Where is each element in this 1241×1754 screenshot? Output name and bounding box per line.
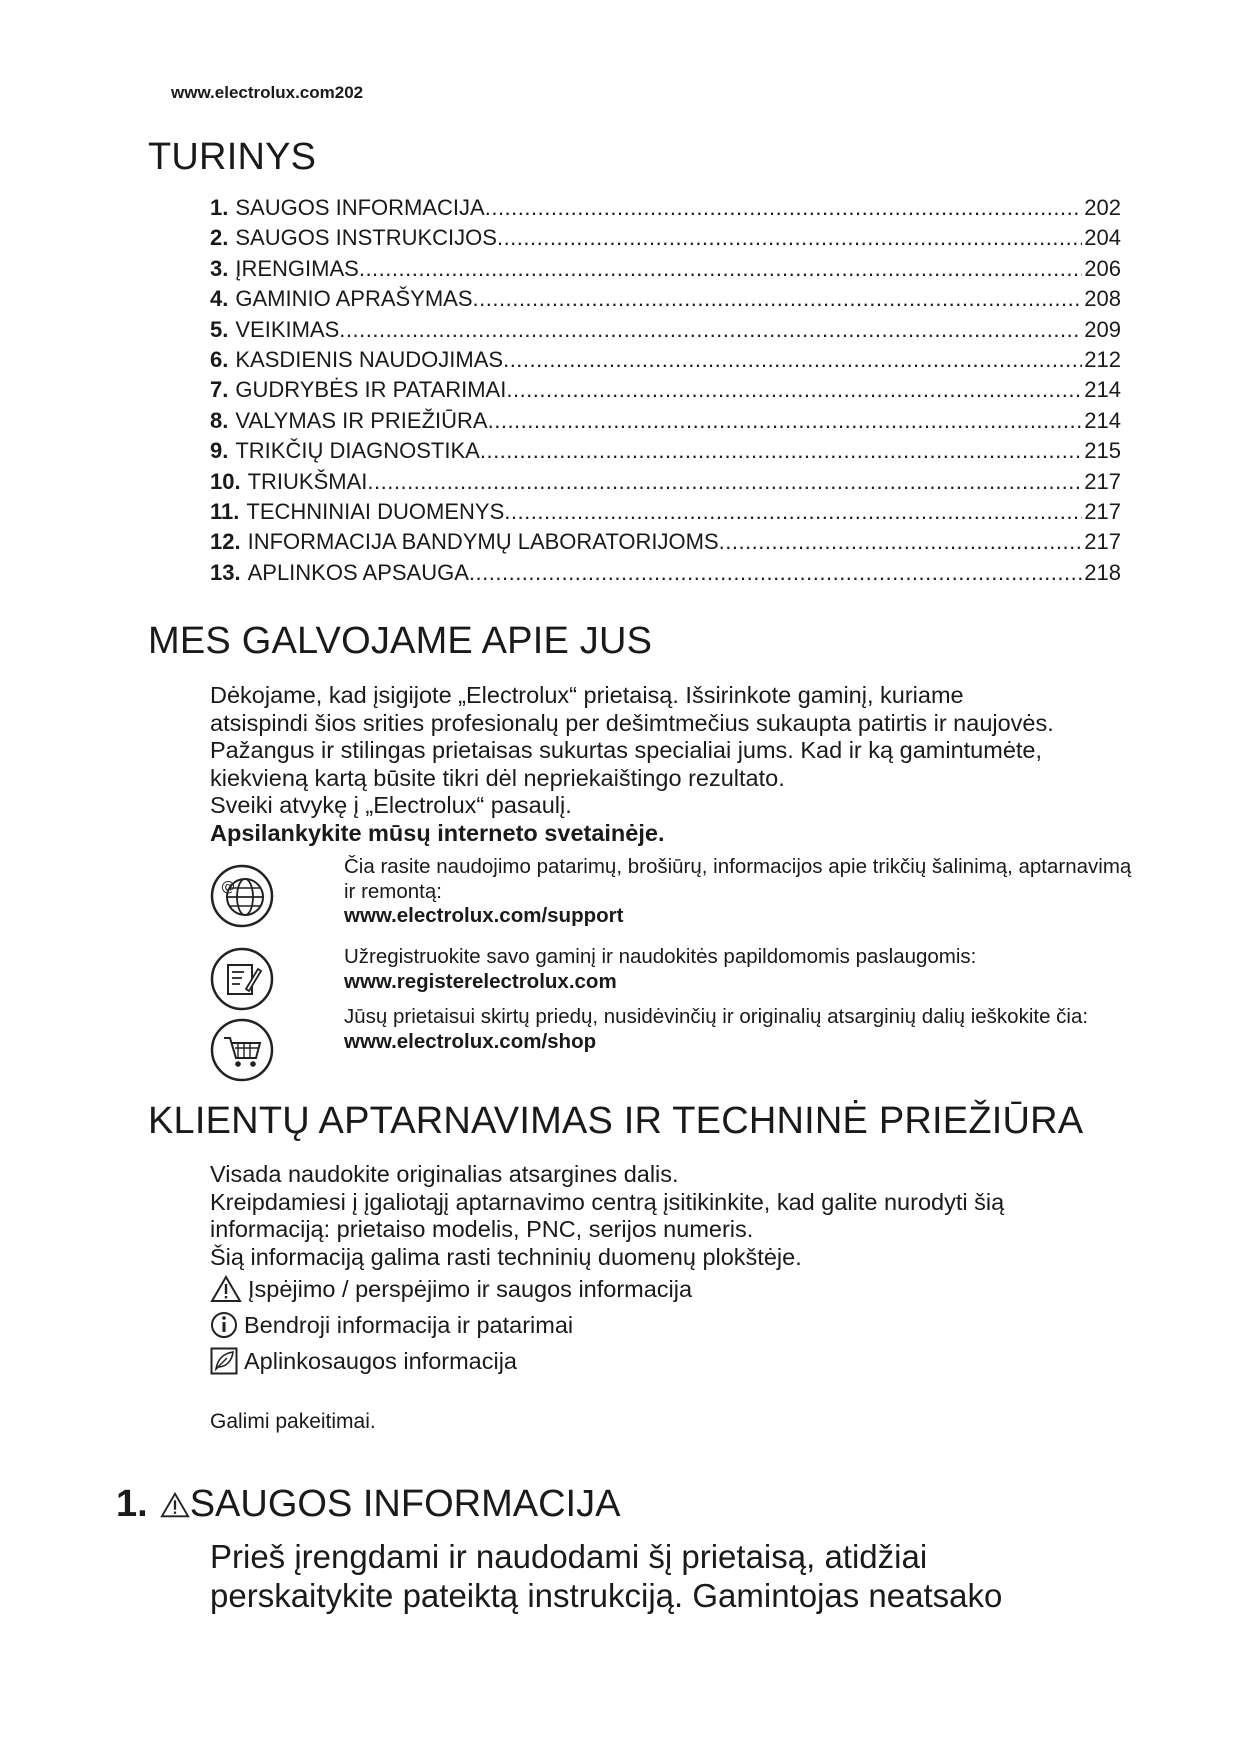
toc-item-label: TRIUKŠMAI (247, 468, 368, 494)
service-line: Kreipdamiesi į įgaliotąjį aptarnavimo centrą įsitikinkite, kad galite nurodyti šią (210, 1188, 1005, 1215)
toc-title: TURINYS (148, 136, 317, 178)
header-url-page: www.electrolux.com202 (171, 83, 364, 102)
toc-item-page: 214 (1084, 377, 1121, 403)
toc-item[interactable] (210, 317, 1121, 347)
toc-item-label: KASDIENIS NAUDOJIMAS (235, 346, 504, 372)
section-1-intro (210, 1537, 1140, 1615)
toc-dot-leader (485, 195, 1083, 221)
toc-item[interactable] (210, 438, 1121, 468)
toc-item[interactable] (210, 286, 1121, 316)
service-links (210, 855, 1130, 1095)
toc-dot-leader (503, 347, 1082, 373)
register-description: Užregistruokite savo gaminį ir naudokitės papildomomis paslaugomis: (344, 945, 977, 968)
toc-item-number: 8. (210, 407, 229, 433)
toc-item-label: VALYMAS IR PRIEŽIŪRA (235, 407, 488, 433)
toc-item-page: 217 (1084, 468, 1121, 494)
legend-info-text: Bendroji informacija ir patarimai (244, 1311, 574, 1338)
toc-item-number: 6. (210, 346, 229, 372)
about-line: atsispindi šios srities profesionalų per dešimtmečius sukaupta patirtis ir naujovės. (210, 709, 1054, 736)
section-1-heading (116, 1483, 620, 1526)
symbol-legend (210, 1275, 1110, 1385)
about-line: Sveiki atvykę į „Electrolux“ pasaulį. (210, 792, 572, 818)
section-1-title: SAUGOS INFORMACIJA (189, 1483, 621, 1525)
about-paragraph (210, 682, 1140, 847)
toc-item-number: 1. (210, 195, 229, 220)
legend-environment (210, 1347, 517, 1375)
changes-note: Galimi pakeitimai. (210, 1410, 376, 1433)
warning-icon (160, 1491, 190, 1519)
toc-dot-leader (359, 256, 1082, 282)
toc-item-label: TRIKČIŲ DIAGNOSTIKA (235, 438, 480, 464)
toc-item-page: 217 (1084, 529, 1121, 555)
toc-item-number: 2. (210, 225, 229, 251)
toc-item-label: TECHNINIAI DUOMENYS (246, 498, 505, 524)
toc-dot-leader (488, 408, 1083, 434)
toc-dot-leader (473, 286, 1083, 312)
toc-dot-leader (367, 469, 1082, 495)
toc-item[interactable] (210, 225, 1121, 255)
legend-warning (210, 1275, 692, 1303)
intro-line: perskaitykite pateiktą instrukciją. Gamintojas neatsako (210, 1577, 1003, 1614)
toc-item-number: 9. (210, 438, 229, 464)
toc-dot-leader (339, 317, 1082, 343)
toc-item-page: 202 (1084, 195, 1121, 220)
about-line: Dėkojame, kad įsigijote „Electrolux“ prietaisą. Išsirinkote gaminį, kuriame (210, 682, 964, 708)
register-link[interactable]: www.registerelectrolux.com (344, 969, 617, 993)
about-line: Pažangus ir stilingas prietaisas sukurtas specialiai jums. Kad ir ką gamintumėte, (210, 737, 1043, 763)
toc-item-number: 5. (210, 316, 229, 342)
about-title: MES GALVOJAME APIE JUS (148, 620, 653, 662)
toc-item-label: INFORMACIJA BANDYMŲ LABORATORIJOMS (247, 529, 719, 555)
toc-dot-leader (719, 529, 1083, 555)
service-title: KLIENTŲ APTARNAVIMAS IR TECHNINĖ PRIEŽIŪRA (148, 1100, 1084, 1142)
legend-info (210, 1311, 573, 1339)
service-line: Visada naudokite originalias atsargines dalis. (210, 1161, 679, 1187)
toc-item-label: SAUGOS INFORMACIJA (235, 195, 485, 220)
toc-item[interactable] (210, 499, 1121, 529)
toc-item-page: 208 (1084, 286, 1121, 312)
toc-item-page: 212 (1084, 346, 1121, 372)
toc-dot-leader (497, 225, 1082, 251)
toc-item-number: 7. (210, 377, 229, 403)
toc-item-number: 11. (210, 498, 240, 524)
shop-description: Jūsų prietaisui skirtų priedų, nusidėvinčių ir originalių atsarginių dalių ieškokite čia: (344, 1005, 1089, 1028)
service-line: Šią informaciją galima rasti techninių duomenų plokštėje. (210, 1243, 802, 1270)
info-icon (210, 1311, 238, 1339)
service-line: informaciją: prietaiso modelis, PNC, serijos numeris. (210, 1216, 754, 1242)
svg-text:@: @ (221, 879, 235, 895)
support-link[interactable]: www.electrolux.com/support (344, 904, 624, 927)
section-1-number: 1. (116, 1483, 148, 1525)
toc-item[interactable] (210, 377, 1121, 407)
toc-item-page: 217 (1084, 498, 1121, 524)
toc-item-number: 13. (210, 559, 241, 585)
toc-dot-leader (469, 560, 1082, 586)
toc-item-label: ĮRENGIMAS (235, 255, 359, 281)
legend-environment-text: Aplinkosaugos informacija (244, 1347, 518, 1374)
visit-website-text: Apsilankykite mūsų interneto svetainėje. (210, 819, 665, 846)
intro-line: Prieš įrengdami ir naudodami šį prietaisą, atidžiai (210, 1538, 928, 1575)
about-line: kiekvieną kartą būsite tikri dėl nepriekaištingo rezultato. (210, 764, 785, 791)
toc-item-label: GAMINIO APRAŠYMAS (235, 286, 473, 312)
toc-item-page: 218 (1084, 559, 1121, 585)
toc-dot-leader (506, 377, 1082, 403)
toc-dot-leader (504, 499, 1082, 525)
shopping-cart-icon (210, 1018, 274, 1082)
service-paragraph (210, 1161, 1140, 1271)
toc-item-number: 4. (210, 286, 229, 312)
register-icon (210, 947, 274, 1011)
toc-item[interactable] (210, 529, 1121, 559)
toc-item-number: 10. (210, 468, 241, 494)
toc-dot-leader (480, 438, 1082, 464)
toc-item-label: GUDRYBĖS IR PATARIMAI (235, 377, 507, 403)
toc-item-label: VEIKIMAS (235, 316, 340, 342)
toc-item-page: 209 (1084, 316, 1121, 342)
shop-link[interactable]: www.electrolux.com/shop (344, 1029, 597, 1053)
toc-item-page: 215 (1084, 438, 1121, 464)
toc-item-label: APLINKOS APSAUGA (247, 559, 469, 585)
support-description: Čia rasite naudojimo patarimų, brošiūrų, informacijos apie trikčių šalinimą, aptarnavimą ir remontą: (344, 855, 1132, 903)
globe-icon (210, 864, 274, 928)
toc-item[interactable] (210, 408, 1121, 438)
toc-list (210, 195, 1121, 590)
toc-item-page: 214 (1084, 407, 1121, 433)
toc-item[interactable] (210, 469, 1121, 499)
toc-item[interactable] (210, 347, 1121, 377)
toc-item[interactable] (210, 560, 1121, 590)
warning-icon (210, 1275, 242, 1303)
toc-item-number: 3. (210, 255, 229, 281)
toc-item-label: SAUGOS INSTRUKCIJOS (235, 225, 497, 251)
environment-icon (210, 1347, 238, 1375)
toc-item-page: 204 (1084, 225, 1121, 251)
toc-item[interactable] (210, 256, 1121, 286)
legend-warning-text: Įspėjimo / perspėjimo ir saugos informacija (248, 1275, 693, 1302)
toc-item[interactable] (210, 195, 1121, 225)
toc-item-number: 12. (210, 529, 241, 555)
toc-item-page: 206 (1084, 255, 1121, 281)
